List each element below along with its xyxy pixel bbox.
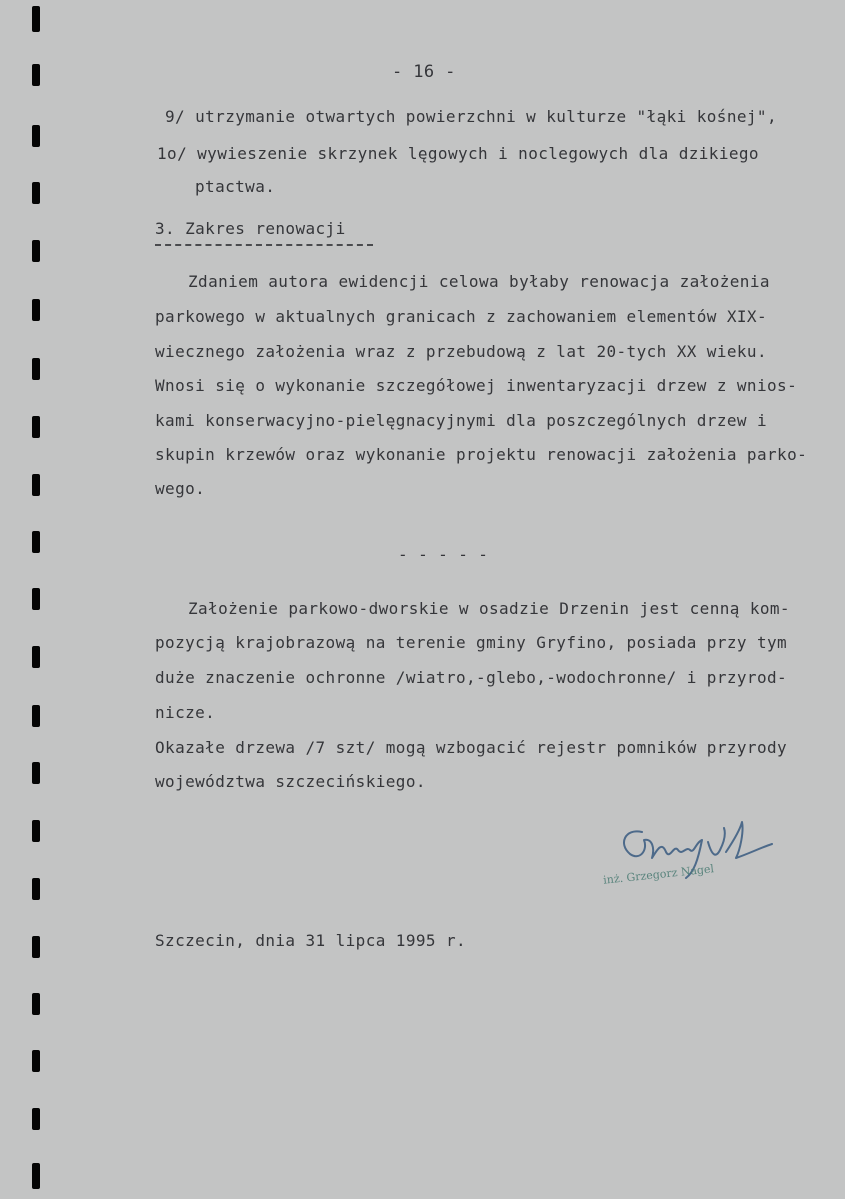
binder-hole xyxy=(32,240,40,262)
paragraph-line: duże znaczenie ochronne /wiatro,-glebo,-wodochronne/ i przyrod- xyxy=(155,668,788,687)
binder-hole xyxy=(32,125,40,147)
binder-hole xyxy=(32,588,40,610)
page-number: - 16 - xyxy=(392,62,456,82)
paragraph-line: kami konserwacyjno-pielęgnacyjnymi dla poszczególnych drzew i xyxy=(155,411,768,430)
binder-hole xyxy=(32,646,40,668)
paragraph-line: Wnosi się o wykonanie szczegółowej inwentaryzacji drzew z wnios- xyxy=(155,376,798,395)
binder-hole xyxy=(32,820,40,842)
list-item: 9/ utrzymanie otwartych powierzchni w kulturze "łąki kośnej", xyxy=(165,107,778,126)
binder-hole xyxy=(32,299,40,321)
binder-hole xyxy=(32,6,40,32)
binder-hole xyxy=(32,416,40,438)
binder-hole xyxy=(32,705,40,727)
heading-underline xyxy=(155,244,373,246)
list-item: 1o/ wywieszenie skrzynek lęgowych i noclegowych dla dzikiego xyxy=(157,144,759,163)
binder-hole xyxy=(32,182,40,204)
binder-hole xyxy=(32,878,40,900)
paragraph-line: Założenie parkowo-dworskie w osadzie Drzenin jest cenną kom- xyxy=(188,599,790,618)
paragraph-line: parkowego w aktualnych granicach z zachowaniem elementów XIX- xyxy=(155,307,768,326)
place-date: Szczecin, dnia 31 lipca 1995 r. xyxy=(155,931,467,950)
list-item: ptactwa. xyxy=(195,177,276,196)
binder-hole xyxy=(32,1163,40,1189)
section-heading: 3. Zakres renowacji xyxy=(155,219,346,238)
paragraph-line: Zdaniem autora ewidencji celowa byłaby renowacja założenia xyxy=(188,272,770,291)
binder-hole xyxy=(32,1108,40,1130)
binder-hole xyxy=(32,474,40,496)
binder-hole xyxy=(32,762,40,784)
paragraph-line: województwa szczecińskiego. xyxy=(155,772,426,791)
binder-hole xyxy=(32,531,40,553)
paragraph-line: nicze. xyxy=(155,703,216,722)
handwritten-signature xyxy=(600,800,800,900)
name-stamp: inż. Grzegorz Nagel xyxy=(602,862,715,887)
paragraph-line: pozycją krajobrazową na terenie gminy Gryfino, posiada przy tym xyxy=(155,633,788,652)
separator: - - - - - xyxy=(398,545,489,564)
binder-hole xyxy=(32,64,40,86)
paragraph-line: skupin krzewów oraz wykonanie projektu renowacji założenia parko- xyxy=(155,445,808,464)
binder-hole xyxy=(32,1050,40,1072)
paragraph-line: wiecznego założenia wraz z przebudową z lat 20-tych XX wieku. xyxy=(155,342,768,361)
paragraph-line: wego. xyxy=(155,479,206,498)
paragraph-line: Okazałe drzewa /7 szt/ mogą wzbogacić rejestr pomników przyrody xyxy=(155,738,788,757)
binder-hole xyxy=(32,358,40,380)
binder-hole xyxy=(32,936,40,958)
binder-hole xyxy=(32,993,40,1015)
